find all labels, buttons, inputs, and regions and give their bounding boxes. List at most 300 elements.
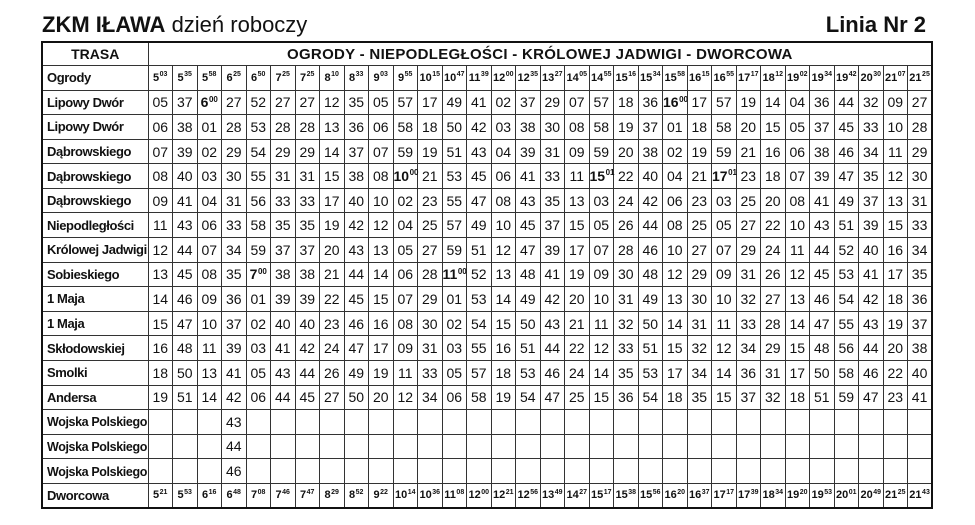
departure-time: 39	[222, 336, 247, 361]
departure-time: 58	[834, 360, 859, 385]
stop-name: Dąbrowskiego	[42, 188, 148, 213]
departure-time	[810, 459, 835, 484]
departure-time: 29	[271, 139, 296, 164]
departure-time: 11	[393, 360, 418, 385]
departure-time: 39	[810, 164, 835, 189]
departure-time: 37	[295, 238, 320, 263]
departure-time: 34	[687, 360, 712, 385]
departure-time	[418, 459, 443, 484]
departure-time: 08	[393, 311, 418, 336]
departure-time	[197, 410, 222, 435]
stop-row	[42, 459, 932, 484]
departure-time: 05	[369, 90, 394, 115]
departure-time: 38	[271, 262, 296, 287]
departure-time: 59	[246, 238, 271, 263]
departure-time: $15^{16}$	[614, 66, 639, 91]
stop-row	[42, 434, 932, 459]
departure-time: $17^{17}$	[736, 66, 761, 91]
departure-time: 03	[491, 115, 516, 140]
departure-time: $7^{00}$	[246, 262, 271, 287]
departure-time: 01	[663, 115, 688, 140]
departure-time: 23	[883, 385, 908, 410]
departure-time: 04	[785, 90, 810, 115]
departure-time: 31	[271, 164, 296, 189]
departure-time: $20^{49}$	[859, 483, 884, 508]
departure-time: 10	[369, 188, 394, 213]
departure-time: 52	[246, 90, 271, 115]
departure-time: $19^{20}$	[785, 483, 810, 508]
departure-time	[148, 459, 173, 484]
departure-time: 05	[393, 238, 418, 263]
departure-time	[393, 434, 418, 459]
departure-time: 51	[442, 139, 467, 164]
departure-time: 02	[393, 188, 418, 213]
departure-time: 29	[687, 262, 712, 287]
departure-time: 25	[565, 385, 590, 410]
departure-time: $10^{36}$	[418, 483, 443, 508]
departure-time: 40	[271, 311, 296, 336]
departure-time	[736, 459, 761, 484]
departure-time: 04	[393, 213, 418, 238]
departure-time	[687, 434, 712, 459]
departure-time	[761, 410, 786, 435]
departure-time: 45	[344, 287, 369, 312]
stop-name: Wojska Polskiego	[42, 459, 148, 484]
departure-time: 54	[638, 385, 663, 410]
departure-time	[295, 434, 320, 459]
departure-time: 44	[834, 90, 859, 115]
departure-time	[859, 459, 884, 484]
departure-time: 37	[271, 238, 296, 263]
departure-time: 45	[467, 164, 492, 189]
departure-time	[271, 459, 296, 484]
departure-time: 29	[540, 90, 565, 115]
departure-time: 54	[467, 311, 492, 336]
departure-time: $18^{34}$	[761, 483, 786, 508]
departure-time	[393, 459, 418, 484]
departure-time	[467, 434, 492, 459]
departure-time: 30	[418, 311, 443, 336]
departure-time: 06	[369, 115, 394, 140]
departure-time: $12^{56}$	[516, 483, 541, 508]
departure-time: 07	[589, 238, 614, 263]
departure-time: 35	[344, 90, 369, 115]
departure-time: 47	[173, 311, 198, 336]
departure-time	[246, 434, 271, 459]
stop-row	[42, 287, 932, 312]
departure-time: 09	[712, 262, 737, 287]
departure-time: 12	[589, 336, 614, 361]
departure-time: 05	[712, 213, 737, 238]
departure-time	[173, 410, 198, 435]
departure-time: 40	[295, 311, 320, 336]
departure-time: 41	[173, 188, 198, 213]
line-number: Linia Nr 2	[825, 12, 926, 37]
departure-time: 44	[540, 336, 565, 361]
departure-time: 43	[271, 360, 296, 385]
departure-time: 19	[883, 311, 908, 336]
departure-time: 43	[540, 311, 565, 336]
departure-time: $13^{27}$	[540, 66, 565, 91]
departure-time: $9^{03}$	[369, 66, 394, 91]
departure-time: 33	[418, 360, 443, 385]
departure-time: 14	[663, 311, 688, 336]
departure-time: 46	[540, 360, 565, 385]
departure-time	[369, 459, 394, 484]
stop-row	[42, 164, 932, 189]
departure-time: $7^{46}$	[271, 483, 296, 508]
departure-time: 31	[908, 188, 933, 213]
departure-time	[663, 410, 688, 435]
departure-time: $10^{00}$	[393, 164, 418, 189]
departure-time: 58	[712, 115, 737, 140]
departure-time: 37	[859, 188, 884, 213]
departure-time: 15	[148, 311, 173, 336]
departure-time: 50	[516, 311, 541, 336]
departure-time: 37	[736, 385, 761, 410]
departure-time: $21^{25}$	[908, 66, 933, 91]
departure-time: 29	[418, 287, 443, 312]
departure-time: 45	[810, 262, 835, 287]
departure-time	[320, 410, 345, 435]
stop-row	[42, 262, 932, 287]
departure-time	[491, 434, 516, 459]
departure-time: 12	[148, 238, 173, 263]
departure-time: 17	[687, 90, 712, 115]
departure-time: $21^{43}$	[908, 483, 933, 508]
departure-time: 27	[736, 213, 761, 238]
departure-time: 13	[197, 360, 222, 385]
departure-time: 30	[540, 115, 565, 140]
departure-time	[883, 410, 908, 435]
departure-time: 08	[369, 164, 394, 189]
departure-time: 50	[442, 115, 467, 140]
departure-time: 49	[344, 360, 369, 385]
departure-time	[614, 410, 639, 435]
departure-time: 58	[589, 115, 614, 140]
departure-time: 36	[736, 360, 761, 385]
departure-time: 40	[638, 164, 663, 189]
departure-time: 13	[148, 262, 173, 287]
departure-time: 10	[663, 238, 688, 263]
departure-time: 53	[834, 262, 859, 287]
departure-time: 06	[491, 164, 516, 189]
departure-time: 06	[785, 139, 810, 164]
departure-time: 19	[369, 360, 394, 385]
departure-time: 16	[369, 311, 394, 336]
departure-time: 35	[295, 213, 320, 238]
departure-time: 57	[467, 360, 492, 385]
departure-time: 05	[785, 115, 810, 140]
departure-time: 46	[810, 287, 835, 312]
departure-time: 17	[663, 360, 688, 385]
departure-time: $12^{35}$	[516, 66, 541, 91]
departure-time: 38	[810, 139, 835, 164]
departure-time: 33	[736, 311, 761, 336]
departure-time: 17	[369, 336, 394, 361]
departure-time: 16	[761, 139, 786, 164]
departure-time: 02	[197, 139, 222, 164]
departure-time: 24	[565, 360, 590, 385]
departure-time: 15	[761, 115, 786, 140]
departure-time: 14	[761, 90, 786, 115]
departure-time: 15	[589, 385, 614, 410]
stop-row	[42, 385, 932, 410]
stop-name: Królowej Jadwigi	[42, 238, 148, 263]
departure-time: 28	[295, 115, 320, 140]
title-bar	[42, 10, 926, 40]
departure-time: 59	[393, 139, 418, 164]
departure-time: 33	[908, 213, 933, 238]
departure-time: $12^{21}$	[491, 483, 516, 508]
departure-time	[663, 459, 688, 484]
departure-time: 07	[393, 287, 418, 312]
departure-time: 40	[344, 188, 369, 213]
departure-time: 37	[908, 311, 933, 336]
departure-time: 47	[810, 311, 835, 336]
stop-name: Skłodowskiej	[42, 336, 148, 361]
departure-time: 11	[565, 164, 590, 189]
departure-time: 46	[344, 311, 369, 336]
departure-time: 57	[442, 213, 467, 238]
departure-time	[295, 410, 320, 435]
departure-time: $14^{55}$	[589, 66, 614, 91]
departure-time: 17	[883, 262, 908, 287]
departure-time: 38	[638, 139, 663, 164]
departure-time: 31	[736, 262, 761, 287]
departure-time: 14	[712, 360, 737, 385]
departure-time: 14	[197, 385, 222, 410]
departure-time: 27	[295, 90, 320, 115]
departure-time: 35	[859, 164, 884, 189]
stop-row	[42, 213, 932, 238]
stop-row	[42, 360, 932, 385]
departure-time: 13	[663, 287, 688, 312]
departure-time	[246, 459, 271, 484]
departure-time	[442, 410, 467, 435]
departure-time	[589, 410, 614, 435]
departure-time: 30	[222, 164, 247, 189]
stop-row	[42, 115, 932, 140]
departure-time: $15^{58}$	[663, 66, 688, 91]
departure-time: $19^{34}$	[810, 66, 835, 91]
departure-time: 48	[516, 262, 541, 287]
departure-time: 07	[148, 139, 173, 164]
departure-time	[491, 410, 516, 435]
departure-time	[638, 434, 663, 459]
departure-time: 13	[565, 188, 590, 213]
departure-time: 33	[222, 213, 247, 238]
departure-time: 12	[883, 164, 908, 189]
departure-time: $7^{25}$	[271, 66, 296, 91]
departure-time: 22	[565, 336, 590, 361]
departure-time	[589, 434, 614, 459]
departure-time: 46	[638, 238, 663, 263]
departure-time	[516, 459, 541, 484]
departure-time: $11^{39}$	[467, 66, 492, 91]
departure-time: 45	[516, 213, 541, 238]
departure-time: 38	[344, 164, 369, 189]
departure-time: 08	[491, 188, 516, 213]
departure-time: $8^{29}$	[320, 483, 345, 508]
departure-time: $5^{21}$	[148, 483, 173, 508]
departure-time: 22	[761, 213, 786, 238]
departure-time: $7^{25}$	[295, 66, 320, 91]
departure-time: 43	[516, 188, 541, 213]
departure-time: 36	[810, 90, 835, 115]
departure-time: $19^{53}$	[810, 483, 835, 508]
departure-time: 03	[589, 188, 614, 213]
departure-time: 42	[295, 336, 320, 361]
departure-time	[295, 459, 320, 484]
departure-time: $21^{07}$	[883, 66, 908, 91]
departure-time: 06	[148, 115, 173, 140]
departure-time: 59	[589, 139, 614, 164]
departure-time	[908, 410, 933, 435]
departure-time: 10	[785, 213, 810, 238]
departure-time: 32	[687, 336, 712, 361]
departure-time	[344, 459, 369, 484]
departure-time: 44	[810, 238, 835, 263]
departure-time: 09	[148, 188, 173, 213]
departure-time: 17	[320, 188, 345, 213]
departure-time: 13	[320, 115, 345, 140]
departure-time: 27	[908, 90, 933, 115]
departure-time	[148, 434, 173, 459]
departure-time: $10^{14}$	[393, 483, 418, 508]
departure-time: $16^{00}$	[663, 90, 688, 115]
departure-time: 29	[222, 139, 247, 164]
departure-time: 34	[736, 336, 761, 361]
departure-time	[785, 459, 810, 484]
departure-time: 47	[834, 164, 859, 189]
departure-time: 30	[687, 287, 712, 312]
departure-time: 43	[810, 213, 835, 238]
departure-time: 53	[516, 360, 541, 385]
departure-time: 52	[467, 262, 492, 287]
departure-time: 20	[736, 115, 761, 140]
departure-time: 44	[344, 262, 369, 287]
departure-time: 06	[197, 213, 222, 238]
departure-time: 51	[810, 385, 835, 410]
departure-time: 20	[761, 188, 786, 213]
stop-row	[42, 90, 932, 115]
departure-time: $7^{08}$	[246, 483, 271, 508]
departure-time: 43	[344, 238, 369, 263]
departure-time	[320, 434, 345, 459]
departure-time: 44	[173, 238, 198, 263]
departure-time	[834, 459, 859, 484]
departure-time: $9^{55}$	[393, 66, 418, 91]
departure-time: 39	[295, 287, 320, 312]
departure-time: 41	[516, 164, 541, 189]
departure-time	[197, 434, 222, 459]
departure-time: 37	[540, 213, 565, 238]
departure-time: 37	[173, 90, 198, 115]
departure-time: $5^{53}$	[173, 483, 198, 508]
departure-time: 59	[442, 238, 467, 263]
departure-time: 15	[369, 287, 394, 312]
departure-time: 33	[540, 164, 565, 189]
departure-time: 14	[491, 287, 516, 312]
departure-time: 26	[320, 360, 345, 385]
departure-time: 14	[785, 311, 810, 336]
departure-time: 28	[418, 262, 443, 287]
stop-name: Dąbrowskiego	[42, 164, 148, 189]
departure-time: 19	[320, 213, 345, 238]
departure-time	[810, 410, 835, 435]
departure-time: 08	[785, 188, 810, 213]
departure-time	[320, 459, 345, 484]
stop-name: Lipowy Dwór	[42, 115, 148, 140]
departure-time: 14	[320, 139, 345, 164]
departure-time: 37	[810, 115, 835, 140]
departure-time: 30	[614, 262, 639, 287]
departure-time: $15^{38}$	[614, 483, 639, 508]
departure-time: 15	[785, 336, 810, 361]
departure-time: 46	[222, 459, 247, 484]
departure-time: 58	[246, 213, 271, 238]
departure-time: 10	[589, 287, 614, 312]
departure-time: 54	[834, 287, 859, 312]
departure-time: 11	[589, 311, 614, 336]
stop-row	[42, 483, 932, 508]
departure-time: $18^{12}$	[761, 66, 786, 91]
departure-time	[614, 459, 639, 484]
departure-time: $16^{15}$	[687, 66, 712, 91]
departure-time: 19	[614, 115, 639, 140]
departure-time: 33	[859, 115, 884, 140]
departure-time: 42	[344, 213, 369, 238]
departure-time: 44	[295, 360, 320, 385]
departure-time: 11	[785, 238, 810, 263]
departure-time: 42	[467, 115, 492, 140]
departure-time: 22	[883, 360, 908, 385]
departure-time: 28	[222, 115, 247, 140]
departure-time	[859, 410, 884, 435]
departure-time: 23	[320, 311, 345, 336]
departure-time: 11	[148, 213, 173, 238]
departure-time: 05	[442, 360, 467, 385]
departure-time	[687, 459, 712, 484]
departure-time: 52	[834, 238, 859, 263]
departure-time: 19	[491, 385, 516, 410]
departure-time: 27	[687, 238, 712, 263]
departure-time: 55	[467, 336, 492, 361]
departure-time: 11	[197, 336, 222, 361]
departure-time: $12^{00}$	[491, 66, 516, 91]
departure-time: 53	[638, 360, 663, 385]
departure-time: 54	[516, 385, 541, 410]
departure-time: 01	[442, 287, 467, 312]
departure-time: 21	[565, 311, 590, 336]
departure-time: 38	[908, 336, 933, 361]
departure-time: 19	[565, 262, 590, 287]
departure-time: 42	[859, 287, 884, 312]
departure-time: 17	[418, 90, 443, 115]
departure-time	[516, 434, 541, 459]
departure-time: $15^{17}$	[589, 483, 614, 508]
departure-time: 31	[614, 287, 639, 312]
departure-time: 18	[785, 385, 810, 410]
departure-time: 47	[467, 188, 492, 213]
departure-time: 03	[197, 164, 222, 189]
departure-time: 50	[810, 360, 835, 385]
departure-time: 50	[173, 360, 198, 385]
departure-time: 46	[859, 360, 884, 385]
route-header-row	[42, 42, 932, 66]
departure-time	[516, 410, 541, 435]
